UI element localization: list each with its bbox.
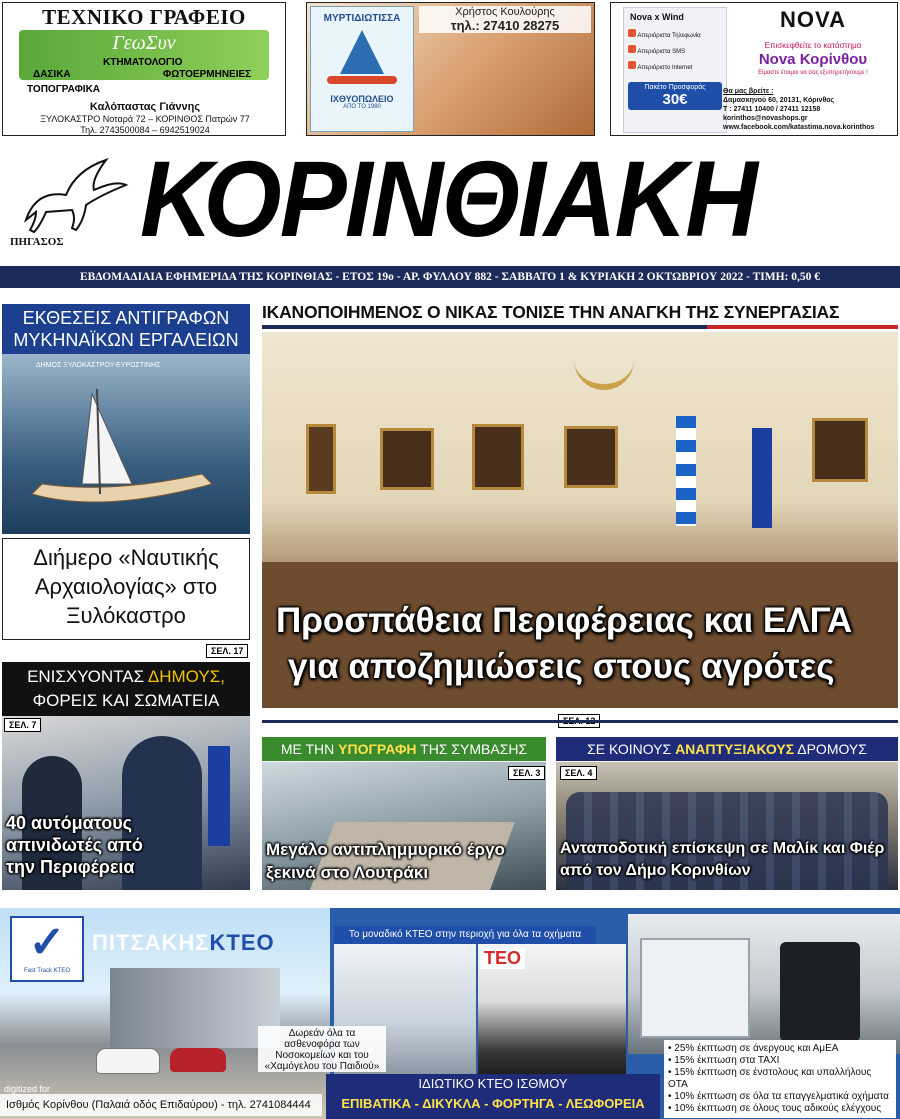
story-b-page-ref: ΣΕΛ. 4 xyxy=(560,766,597,780)
fish-person: Χρήστος Κουλούρης xyxy=(455,6,555,18)
nova-visit: Επισκεφθείτε το κατάστημα xyxy=(764,41,862,50)
nova-left xyxy=(623,7,727,133)
defib-photo xyxy=(2,716,250,890)
ktev-addr-bar xyxy=(0,1094,322,1116)
nautical-page-ref: ΣΕΛ. 17 xyxy=(206,644,248,658)
support-hl: ΔΗΜΟΥΣ, xyxy=(147,667,225,686)
main-photo xyxy=(262,332,898,708)
portrait-2 xyxy=(380,428,434,490)
geoeng-name: Καλόπαστας Γιάννης xyxy=(89,101,201,113)
ad-nova xyxy=(610,2,898,136)
exhibit-banner xyxy=(2,304,250,354)
main-headline-2: για αποζημιώσεις στους αγρότες xyxy=(288,647,835,686)
eu-flag-icon xyxy=(208,746,230,846)
nova-fb: www.facebook.com/katastima.nova.korinthos xyxy=(723,124,875,131)
ktev-fast: Fast Track ΚΤΕΟ xyxy=(23,968,70,974)
ad-geoeng xyxy=(2,2,286,136)
municipality-label: ΔΗΜΟΣ ΞΥΛΟΚΑΣΤΡΟΥ-ΕΥΡΩΣΤΙΝΗΣ xyxy=(36,362,161,369)
eu-flag-main-icon xyxy=(752,428,772,528)
discount-2: • 15% έκπτωση στα ΤΑΧΙ xyxy=(668,1055,892,1067)
portrait-4 xyxy=(564,426,618,488)
geoeng-title: ΤΕΧΝΙΚΟ ΓΡΑΦΕΙΟ xyxy=(42,5,246,29)
nova-f2: Απεριόριστα SMS xyxy=(637,49,686,55)
greek-flag-icon xyxy=(676,416,696,526)
car-icon-2 xyxy=(170,1048,226,1072)
discount-1: • 25% έκπτωση σε άνεργους και ΑμΕΑ xyxy=(668,1043,892,1055)
story-b-pre: ΣΕ ΚΟΙΝΟΥΣ xyxy=(587,741,676,757)
ship-icon xyxy=(22,384,222,524)
check-badge-icon: ✓ xyxy=(28,918,66,967)
nova-price: 30€ xyxy=(662,91,688,108)
masthead-title: ΚΟΡΙΝΘΙΑΚΗ xyxy=(140,138,756,259)
story-nautical xyxy=(2,538,250,640)
ktev-private: ΙΔΙΩΤΙΚΟ ΚΤΕΟ ΙΣΘΜΟΥ xyxy=(418,1076,568,1091)
defib-page-ref: ΣΕΛ. 7 xyxy=(4,718,41,732)
main-kicker: ΙΚΑΝΟΠΟΙΗΜΕΝΟΣ Ο ΝΙΚΑΣ ΤΟΝΙΣΕ ΤΗΝ ΑΝΑΓΚΗ ΤΗΣ ΣΥΝΕΡΓΑΣΙΑΣ xyxy=(262,302,840,322)
nova-logo: NOVA xyxy=(780,7,846,32)
nautical-headline: Διήμερο «Ναυτικής Αρχαιολογίας» στο Ξυλόκαστρο xyxy=(33,545,219,628)
support-post: ΦΟΡΕΙΣ ΚΑΙ ΣΩΜΑΤΕΙΑ xyxy=(32,691,220,710)
ktev-types: ΕΠΙΒΑΤΙΚΑ - ΔΙΚΥΚΛΑ - ΦΟΡΤΗΓΑ - ΛΕΩΦΟΡΕΙΑ xyxy=(341,1096,645,1111)
pegasus-logo xyxy=(6,150,136,250)
nova-pack: Πακέτο Προσφοράς xyxy=(644,84,706,91)
ktev-logo-box xyxy=(10,916,84,982)
geoeng-tel: Τηλ. 2743500084 – 6942519024 xyxy=(80,125,210,135)
story-a-caption: Μεγάλο αντιπλημμυρικό έργο ξεκινά στο Λουτράκι xyxy=(266,840,505,882)
main-rule xyxy=(262,720,898,723)
story-b-caption: Ανταποδοτική επίσκεψη σε Μαλίκ και Φιέρ από τον Δήμο Κορινθίων xyxy=(560,840,885,879)
geoeng-l3: ΦΩΤΟΕΡΜΗΝΕΙΕΣ xyxy=(163,69,252,80)
fish-since: ΑΠΟ ΤΟ 1980 xyxy=(343,104,381,110)
support-pre: ΕΝΙΣΧΥΟΝΤΑΣ xyxy=(27,667,148,686)
nova-info xyxy=(723,87,898,132)
geoeng-l1: ΚΤΗΜΑΤΟΛΟΓΙΟ xyxy=(103,57,183,68)
nova-tel: Τ : 27411 10400 / 27411 12158 xyxy=(723,106,821,113)
nova-offer xyxy=(628,82,722,110)
ktev-brand-wrap xyxy=(92,930,275,956)
discount-3: • 15% έκπτωση σε ένστολους και υπαλλήλους ΟΤΑ xyxy=(668,1067,892,1091)
support-banner xyxy=(2,662,250,716)
ktev-free: Δωρεάν όλα τα ασθενοφόρα των Νοσοκομείων και του «Χαμόγελου του Παιδιού» xyxy=(264,1028,380,1072)
story-b-banner xyxy=(556,737,898,761)
ktev-private-bar xyxy=(326,1074,660,1119)
nova-find: Θα μας βρείτε : xyxy=(723,88,774,95)
nova-email: korinthos@novashops.gr xyxy=(723,115,808,122)
dateline-bar xyxy=(0,266,900,288)
main-headline-1: Προσπάθεια Περιφέρειας και ΕΛΓΑ xyxy=(276,601,853,640)
fish-contact xyxy=(419,6,591,33)
geoeng-addr: ΞΥΛΟΚΑΣΤΡΟ Νοταρά 72 – ΚΟΡΙΝΘΟΣ Πατρών 77 xyxy=(40,114,250,124)
defib-caption: 40 αυτόματους απινιδωτές από την Περιφέρεια xyxy=(6,813,143,877)
fish-sub: ΙΧΘΥΟΠΩΛΕΙΟ xyxy=(330,94,394,104)
bus-icon xyxy=(780,942,860,1042)
ad-ktev xyxy=(0,908,900,1119)
nova-addr: Δαμασκηνού 60, 20131, Κόρινθος xyxy=(723,97,835,104)
fish-logo-panel xyxy=(310,6,414,132)
nova-ready: Είμαστε έτοιμοι να σας εξυπηρετήσουμε ! xyxy=(758,70,868,76)
exhibit-title: ΕΚΘΕΣΕΙΣ ΑΝΤΙΓΡΑΦΩΝ ΜΥΚΗΝΑΪΚΩΝ ΕΡΓΑΛΕΙΩΝ xyxy=(13,308,239,350)
fish-brand: ΜΥΡΤΙΔΙΩΤΙΣΣΑ xyxy=(323,13,401,24)
discount-4: • 10% έκπτωση σε όλα τα επαγγελματικά οχήματα xyxy=(668,1091,892,1103)
portrait-5 xyxy=(812,418,868,482)
story-b-post: ΔΡΟΜΟΥΣ xyxy=(794,741,867,757)
geoeng-l2: ΔΑΣΙΚΑ xyxy=(33,69,71,80)
portrait-1 xyxy=(306,424,336,494)
story-a-hl: ΥΠΟΓΡΑΦΗ xyxy=(338,741,417,757)
geoeng-brand: ΓεωΣυν xyxy=(112,32,176,54)
story-b-photo xyxy=(556,762,898,890)
teo-sign: ΤΕΟ xyxy=(480,948,525,969)
nova-store: Nova Κορίνθου xyxy=(758,51,868,68)
geoeng-l4: ΤΟΠΟΓΡΑΦΙΚΑ xyxy=(27,84,101,95)
ktev-addr: Ισθμός Κορίνθου (Παλαιά οδός Επιδαύρου) - τηλ. 2741084444 xyxy=(6,1099,311,1111)
wifi-icon xyxy=(628,61,636,69)
story-b-hl: ΑΝΑΠΤΥΞΙΑΚΟΥΣ xyxy=(675,741,795,757)
portrait-3 xyxy=(472,424,524,490)
nova-f3: Απεριόριστο Internet xyxy=(637,65,693,71)
ktev-only: Το μοναδικό ΚΤΕΟ στην περιοχή για όλα τα οχήματα xyxy=(348,929,582,940)
ktev-only-banner xyxy=(334,926,596,944)
ktev-brand-ktev: ΚΤΕΟ xyxy=(209,930,275,955)
story-a-page-ref: ΣΕΛ. 3 xyxy=(508,766,545,780)
car-icon-1 xyxy=(96,1048,160,1074)
story-a-photo xyxy=(262,762,546,890)
dateline: ΕΒΔΟΜΑΔΙΑΙΑ ΕΦΗΜΕΡΙΔΑ ΤΗΣ ΚΟΡΙΝΘΙΑΣ - ΕΤΟΣ 19ο - ΑΡ. ΦΥΛΛΟΥ 882 - ΣΑΒΒΑΤΟ 1 & ΚΥΡΙΑΚΗ 2 ΟΚΤΩΒΡΙΟΥ 2022 - ΤΙΜΗ: 0,50 € xyxy=(80,271,820,283)
ktev-structure xyxy=(110,968,280,1048)
sms-icon xyxy=(628,45,636,53)
nova-logo-bar xyxy=(731,7,895,31)
truck-icon xyxy=(640,938,750,1038)
sailboat-icon xyxy=(340,30,384,74)
digitized-note: digitized for xyxy=(4,1084,51,1094)
phone-icon xyxy=(628,29,636,37)
story-a-banner xyxy=(262,737,546,761)
logo-label: ΠΗΓΑΣΟΣ xyxy=(10,236,64,248)
ktev-free-box xyxy=(258,1026,386,1072)
nova-tag: Nova x Wind xyxy=(630,12,684,22)
ad-fishmonger xyxy=(306,2,595,136)
discount-5: • 10% έκπτωση σε όλους τους αδικούς ελέγχους xyxy=(668,1103,892,1115)
pegasus-icon xyxy=(6,150,136,240)
chandelier-icon xyxy=(574,340,634,390)
ktev-lane-photo xyxy=(478,944,626,1086)
exhibit-photo xyxy=(2,354,250,534)
wave-icon xyxy=(327,76,397,84)
nova-f1: Απεριόριστα Τηλεφωνία xyxy=(637,33,701,39)
story-a-pre: ΜΕ ΤΗΝ xyxy=(280,741,339,757)
story-a-post: ΤΗΣ ΣΥΜΒΑΣΗΣ xyxy=(416,741,528,757)
fish-tel: τηλ.: 27410 28275 xyxy=(450,18,560,33)
ktev-discounts xyxy=(664,1040,896,1118)
ktev-brand: ΠΙΤΣΑΚΗΣ xyxy=(92,930,210,955)
kicker-rule xyxy=(262,325,898,329)
